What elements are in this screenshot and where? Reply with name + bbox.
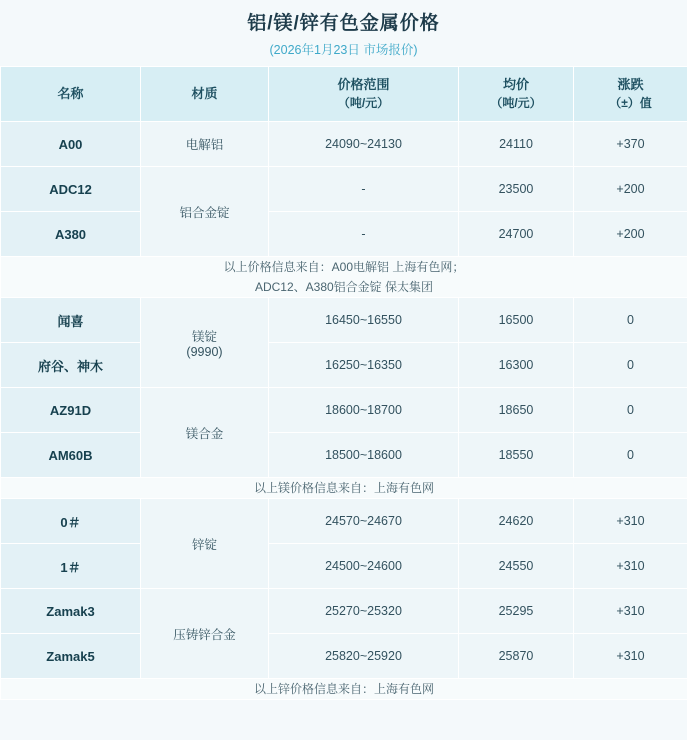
table-row — [1, 388, 687, 433]
table-body — [1, 122, 687, 700]
cell-price-range: 16250~16350 — [269, 343, 459, 388]
cell-change: +200 — [574, 212, 687, 257]
cell-change: +310 — [574, 544, 687, 589]
cell-average-price: 16300 — [459, 343, 574, 388]
cell-change: +370 — [574, 122, 687, 167]
cell-name: 0＃ — [1, 499, 141, 544]
cell-price-range: 18500~18600 — [269, 433, 459, 478]
cell-average-price: 23500 — [459, 167, 574, 212]
table-row — [1, 589, 687, 634]
table-row — [1, 544, 687, 589]
cell-change: +310 — [574, 589, 687, 634]
column-header-range-sub: （吨/元） — [337, 96, 390, 110]
cell-name: 闻喜 — [1, 298, 141, 343]
cell-name: ADC12 — [1, 167, 141, 212]
cell-material: 镁合金 — [141, 388, 269, 478]
cell-price-range: 25820~25920 — [269, 634, 459, 679]
cell-name: AM60B — [1, 433, 141, 478]
cell-price-range: - — [269, 167, 459, 212]
column-header-change-sub: （±）值 — [609, 96, 652, 110]
cell-change: 0 — [574, 298, 687, 343]
cell-average-price: 25295 — [459, 589, 574, 634]
cell-name: 府谷、神木 — [1, 343, 141, 388]
cell-material: 电解铝 — [141, 122, 269, 167]
cell-average-price: 18550 — [459, 433, 574, 478]
cell-change: +310 — [574, 634, 687, 679]
cell-change: +310 — [574, 499, 687, 544]
column-header-material-main: 材质 — [191, 86, 218, 101]
table-row — [1, 212, 687, 257]
cell-change: 0 — [574, 343, 687, 388]
column-header-change — [574, 67, 687, 122]
source-note — [1, 478, 687, 499]
table-row — [1, 298, 687, 343]
cell-name: Zamak5 — [1, 634, 141, 679]
table-row — [1, 122, 687, 167]
cell-price-range: 24090~24130 — [269, 122, 459, 167]
cell-change: 0 — [574, 388, 687, 433]
column-header-name-main: 名称 — [57, 86, 84, 101]
cell-name: A380 — [1, 212, 141, 257]
column-header-range — [269, 67, 459, 122]
column-header-range-main: 价格范围 — [337, 77, 390, 92]
cell-change: 0 — [574, 433, 687, 478]
table-header — [1, 67, 687, 122]
source-note-line: 以上价格信息来自：A00电解铝 上海有色网； — [223, 260, 465, 274]
cell-average-price: 18650 — [459, 388, 574, 433]
cell-name: Zamak3 — [1, 589, 141, 634]
column-header-average-main: 均价 — [502, 77, 529, 92]
table-row — [1, 343, 687, 388]
source-note-row — [1, 257, 687, 298]
cell-price-range: - — [269, 212, 459, 257]
cell-material: 锌锭 — [141, 499, 269, 589]
column-header-average — [459, 67, 574, 122]
table-row — [1, 499, 687, 544]
cell-price-range: 25270~25320 — [269, 589, 459, 634]
page-title: 铝/镁/锌有色金属价格 — [247, 13, 440, 34]
table-row — [1, 634, 687, 679]
page-subtitle: (2026年1月23日 市场报价) — [269, 43, 418, 57]
source-note — [1, 257, 687, 298]
source-note-line: 以上锌价格信息来自：上海有色网 — [253, 682, 434, 696]
column-header-average-sub: （吨/元） — [490, 96, 542, 110]
source-note-row — [1, 478, 687, 499]
source-note-row — [1, 679, 687, 700]
source-note-line: ADC12、A380铝合金锭 保太集团 — [254, 280, 434, 294]
cell-average-price: 24620 — [459, 499, 574, 544]
cell-change: +200 — [574, 167, 687, 212]
column-header-material — [141, 67, 269, 122]
cell-material: 镁锭 (9990) — [141, 298, 269, 388]
title-block — [0, 0, 687, 66]
cell-average-price: 16500 — [459, 298, 574, 343]
cell-price-range: 18600~18700 — [269, 388, 459, 433]
source-note-line: 以上镁价格信息来自：上海有色网 — [253, 481, 434, 495]
cell-average-price: 24700 — [459, 212, 574, 257]
cell-price-range: 24500~24600 — [269, 544, 459, 589]
header-row — [1, 67, 687, 122]
column-header-change-main: 涨跌 — [617, 77, 644, 92]
metal-price-table — [0, 66, 687, 700]
cell-average-price: 24110 — [459, 122, 574, 167]
cell-material: 压铸锌合金 — [141, 589, 269, 679]
column-header-name — [1, 67, 141, 122]
cell-name: A00 — [1, 122, 141, 167]
source-note — [1, 679, 687, 700]
cell-average-price: 25870 — [459, 634, 574, 679]
cell-material: 铝合金锭 — [141, 167, 269, 257]
cell-price-range: 16450~16550 — [269, 298, 459, 343]
table-row — [1, 167, 687, 212]
cell-average-price: 24550 — [459, 544, 574, 589]
cell-name: AZ91D — [1, 388, 141, 433]
cell-name: 1＃ — [1, 544, 141, 589]
table-row — [1, 433, 687, 478]
cell-price-range: 24570~24670 — [269, 499, 459, 544]
